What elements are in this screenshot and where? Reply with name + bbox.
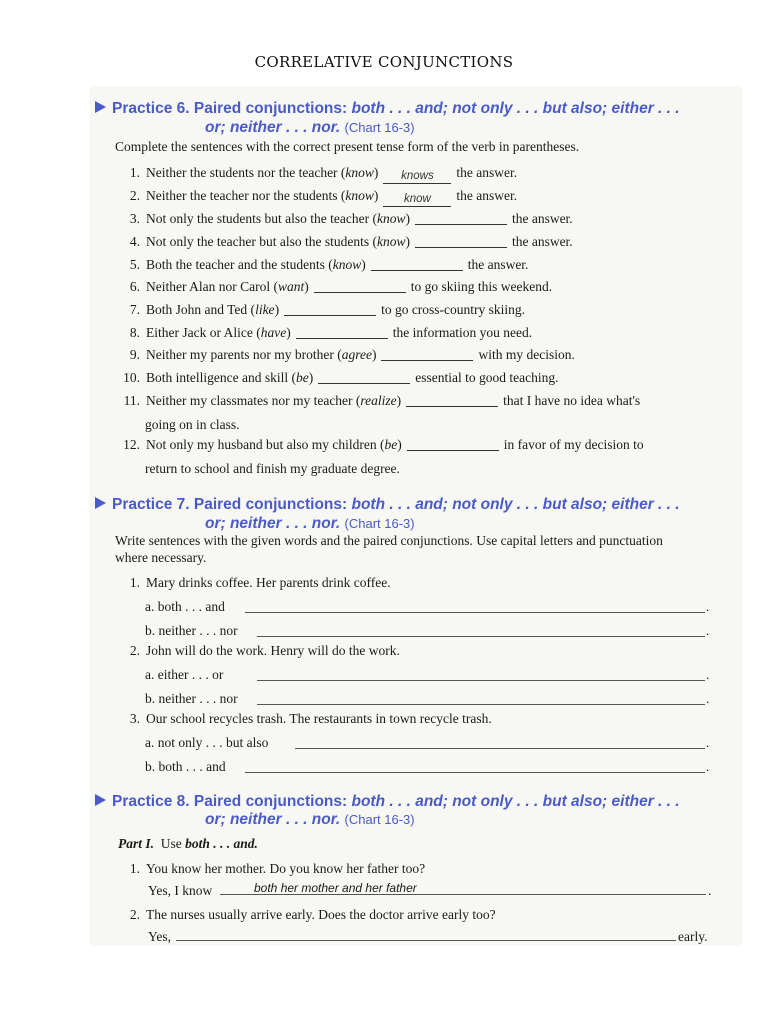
practice6-chart-ref: (Chart 16-3) [344, 120, 415, 135]
answer-line[interactable] [245, 612, 705, 613]
item-after: with my decision. [478, 347, 575, 362]
item-number: 10. [123, 370, 140, 385]
item-text: John will do the work. Henry will do the work. [146, 643, 400, 658]
practice6-item [115, 256, 528, 273]
answer-line[interactable] [176, 926, 676, 941]
item-after: in favor of my decision to [503, 437, 644, 452]
practice7-item [115, 642, 400, 659]
part-label: Part I. [118, 836, 155, 851]
item-text: Either Jack or Alice ( [146, 325, 261, 340]
item-text: Neither the students nor the teacher ( [146, 165, 346, 180]
item-after: the information you need. [392, 325, 533, 340]
practice6-heading [95, 99, 680, 118]
practice7-heading-cont [205, 514, 415, 533]
period-mark: . [706, 667, 710, 682]
item-verb: be [384, 437, 398, 452]
period-mark: . [706, 599, 710, 614]
practice6-label: Practice 6. [112, 100, 190, 117]
item-number: 2. [129, 907, 140, 922]
item-paren: ) [304, 279, 309, 294]
item-paren: ) [361, 257, 366, 272]
period-mark: . [706, 623, 710, 638]
item-verb: want [277, 279, 305, 294]
item-text: Our school recycles trash. The restaurants in town recycle trash. [146, 711, 492, 726]
practice7-subitem-a: a. either . . . or [145, 667, 224, 682]
item-verb: like [255, 302, 275, 317]
item-text: Neither my classmates nor my teacher ( [146, 393, 361, 408]
practice7-title-conj: both . . . and; not only . . . but also; either . . . [351, 496, 680, 513]
answer-blank[interactable] [371, 257, 463, 271]
answer-blank[interactable] [318, 370, 410, 384]
answer-line[interactable] [257, 680, 705, 681]
practice8-title: Paired conjunctions: [193, 793, 352, 810]
practice6-item [115, 436, 644, 453]
item-after: the answer. [511, 211, 573, 226]
item-verb: know [345, 188, 374, 203]
part-words: both . . . and. [185, 836, 258, 851]
item-verb: have [260, 325, 287, 340]
item-after: the answer. [456, 165, 518, 180]
practice8-heading [95, 792, 680, 811]
practice7-subitem-a: a. not only . . . but also [145, 735, 269, 750]
practice7-item [115, 574, 391, 591]
answer-blank[interactable] [381, 347, 473, 361]
item-text: Both John and Ted ( [146, 302, 256, 317]
item-number: 7. [129, 302, 140, 317]
item-text: Not only my husband but also my children ( [146, 437, 385, 452]
answer-blank[interactable] [296, 325, 388, 339]
answer-blank[interactable] [314, 279, 406, 293]
item-number: 1. [129, 165, 140, 180]
item-text: Neither my parents nor my brother ( [146, 347, 342, 362]
practice6-item [115, 324, 532, 341]
answer-blank[interactable] [415, 234, 507, 248]
item-verb: know [376, 211, 406, 226]
practice7-subitem-b: b. neither . . . nor [145, 691, 238, 706]
item-number: 2. [129, 188, 140, 203]
item-text: You know her mother. Do you know her father too? [146, 861, 426, 876]
practice7-label: Practice 7. [112, 496, 190, 513]
answer-lead: Yes, I know [148, 883, 213, 898]
practice7-instruction: Write sentences with the given words and the paired conjunctions. Use capital letters and punctuation where necessary. [115, 533, 663, 565]
answer-blank[interactable] [406, 393, 498, 407]
item-number: 2. [129, 643, 140, 658]
item-text: The nurses usually arrive early. Does the doctor arrive early too? [146, 907, 496, 922]
item-paren: ) [405, 211, 410, 226]
item-text: Both intelligence and skill ( [146, 370, 296, 385]
item-after: the answer. [467, 257, 529, 272]
item-number: 3. [129, 711, 140, 726]
triangle-arrow-icon [95, 794, 106, 806]
item-verb: be [295, 370, 309, 385]
practice7-title-conj2: or; neither . . . nor. [205, 515, 341, 532]
item-number: 8. [129, 325, 140, 340]
answer-line[interactable] [257, 636, 705, 637]
item-after: that I have no idea what's [503, 393, 641, 408]
part-heading [118, 836, 258, 852]
item-verb: know [345, 165, 374, 180]
practice7-heading [95, 495, 680, 514]
practice6-item [115, 164, 517, 184]
item-number: 12. [123, 437, 140, 452]
item-number: 1. [129, 575, 140, 590]
item-after: the answer. [511, 234, 573, 249]
practice8-item [118, 906, 496, 923]
triangle-arrow-icon [95, 101, 106, 113]
item-paren: ) [397, 437, 402, 452]
item-number: 6. [129, 279, 140, 294]
answer-blank[interactable] [284, 302, 376, 316]
period-mark: . [706, 691, 710, 706]
triangle-arrow-icon [95, 497, 106, 509]
practice6-item [115, 301, 525, 318]
answer-lead: Yes, [148, 929, 172, 944]
item-text: Neither the teacher nor the students ( [146, 188, 346, 203]
practice8-heading-cont [205, 810, 415, 829]
practice7-chart-ref: (Chart 16-3) [344, 516, 415, 531]
practice6-item [115, 346, 575, 363]
part-use: Use [160, 836, 182, 851]
answer-line[interactable] [257, 704, 705, 705]
item-paren: ) [373, 188, 379, 203]
item-paren: ) [286, 325, 291, 340]
item-paren: ) [396, 393, 402, 408]
practice7-subitem-a: a. both . . . and [145, 599, 225, 614]
answer-line[interactable] [245, 772, 705, 773]
item-number: 1. [129, 861, 140, 876]
practice7-subitem-b: b. both . . . and [145, 759, 226, 774]
practice6-instruction: Complete the sentences with the correct present tense form of the verb in parentheses. [115, 139, 580, 154]
answer-line[interactable] [295, 748, 705, 749]
item-text: Neither Alan nor Carol ( [146, 279, 278, 294]
item-paren: ) [371, 347, 377, 362]
practice6-item [115, 392, 640, 409]
item-text: Not only the teacher but also the students ( [146, 234, 377, 249]
item-verb: realize [360, 393, 397, 408]
practice8-title-conj: both . . . and; not only . . . but also; either . . . [351, 793, 680, 810]
item-text: Mary drinks coffee. Her parents drink coffee. [146, 575, 391, 590]
item-number: 11. [123, 393, 140, 408]
item-paren: ) [274, 302, 280, 317]
answer-line[interactable]: both her mother and her father [220, 880, 706, 895]
answer-blank[interactable] [407, 437, 499, 451]
page-title: CORRELATIVE CONJUNCTIONS [254, 53, 514, 71]
item-paren: ) [373, 165, 379, 180]
item-verb: know [332, 257, 362, 272]
answer-blank[interactable]: knows [383, 170, 451, 184]
answer-end: early. [678, 929, 708, 944]
practice6-item [115, 187, 517, 207]
practice8-chart-ref: (Chart 16-3) [344, 812, 415, 827]
item-text: Both the teacher and the students ( [146, 257, 333, 272]
item11-continuation: going on in class. [145, 417, 240, 432]
answer-blank[interactable] [415, 211, 507, 225]
practice6-item [115, 278, 552, 295]
answer-blank[interactable]: know [383, 193, 451, 207]
period-mark: . [706, 759, 710, 774]
practice6-title-conj2: or; neither . . . nor. [205, 119, 341, 136]
practice7-title: Paired conjunctions: [193, 496, 352, 513]
practice6-title: Paired conjunctions: [193, 100, 352, 117]
item-number: 3. [129, 211, 140, 226]
practice6-title-conj: both . . . and; not only . . . but also; either . . . [351, 100, 680, 117]
practice6-item [115, 369, 558, 386]
practice7-subitem-b: b. neither . . . nor [145, 623, 238, 638]
item-number: 9. [129, 347, 140, 362]
item-text: Not only the students but also the teacher ( [146, 211, 377, 226]
item12-continuation: return to school and finish my graduate degree. [145, 461, 400, 476]
practice8-label: Practice 8. [112, 793, 190, 810]
item-number: 5. [129, 257, 140, 272]
practice8-item [118, 860, 425, 877]
item-after: to go skiing this weekend. [410, 279, 553, 294]
answer-end: . [708, 883, 712, 898]
practice6-item [115, 210, 573, 227]
period-mark: . [706, 735, 710, 750]
practice6-heading-cont [205, 118, 415, 137]
item-after: the answer. [456, 188, 518, 203]
practice7-item [115, 710, 492, 727]
item-verb: agree [341, 347, 372, 362]
item-number: 4. [129, 234, 140, 249]
item-after: to go cross-country skiing. [381, 302, 526, 317]
item-after: essential to good teaching. [415, 370, 559, 385]
practice6-item [115, 233, 573, 250]
practice8-title-conj2: or; neither . . . nor. [205, 811, 341, 828]
item-paren: ) [308, 370, 314, 385]
item-verb: know [376, 234, 406, 249]
item-paren: ) [405, 234, 410, 249]
